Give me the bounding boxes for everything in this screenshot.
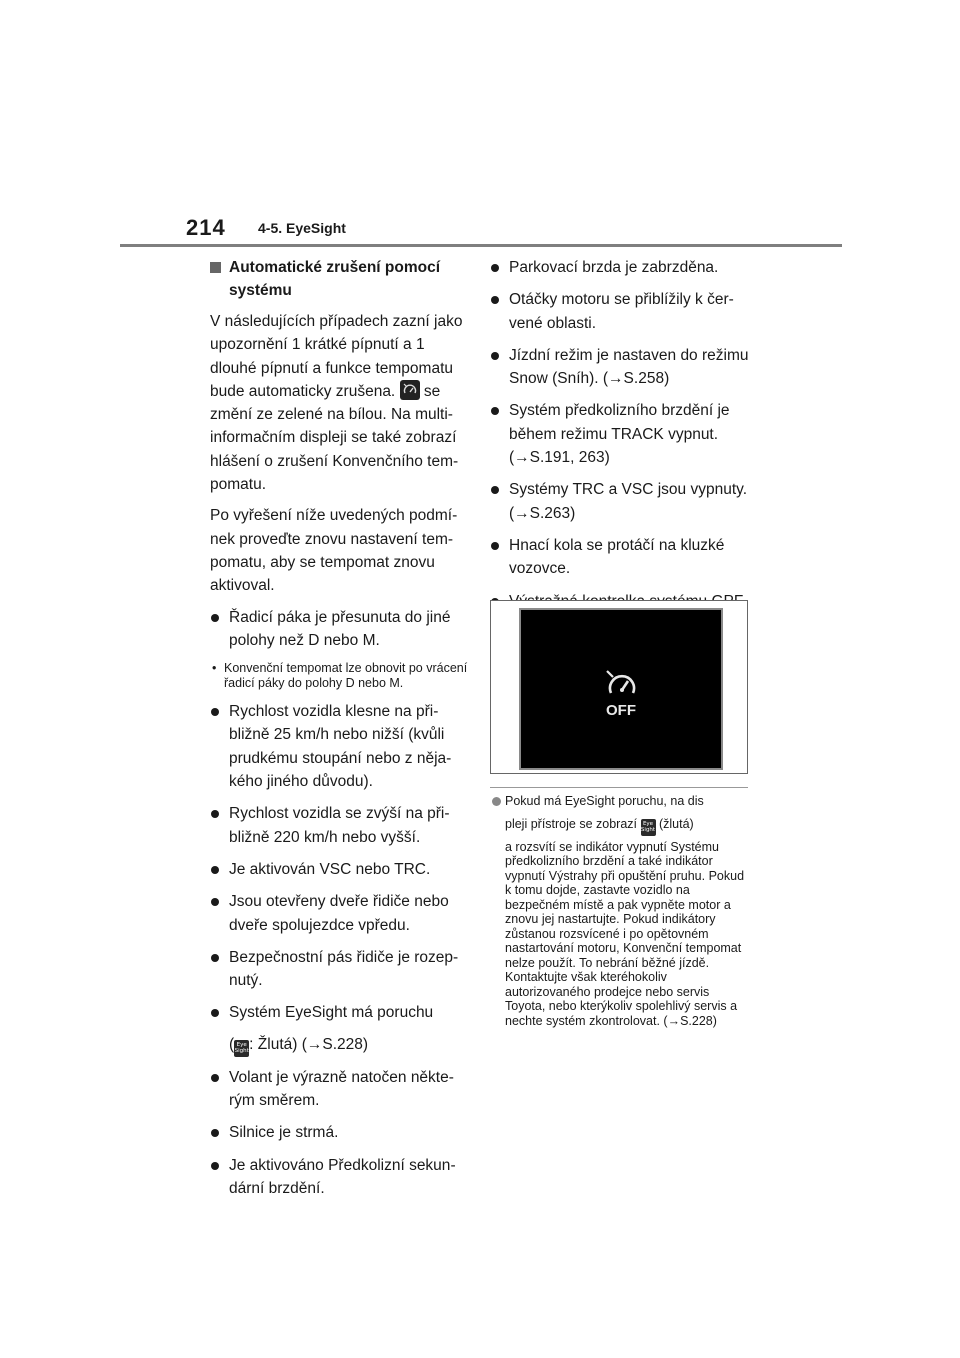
list-item <box>210 858 468 881</box>
info-body: a rozsvítí se indikátor vypnutí Systému předkolizního brzdění a také indikátor vypnutí Výstrahy při opuštění pruhu. Pokud k tomu dojde, zastavte vozidlo na bezpečném místě a pak vypněte motor a znovu jej nastartujte. Pokud indikátory zůstanou rozsvícené i po opětovném nastartování motoru, Konvenční tempomat nelze použít. To nebrání běžné jízdě. Kontaktujte však kteréhokoliv autorizovaného prodejce nebo servis Toyota, nebo kterýkoliv spolehlivý servis a nechte systém zkontrolovat. (→S.228) <box>505 839 745 1028</box>
display-off-label: OFF <box>606 702 636 719</box>
list-item <box>210 700 468 793</box>
info-note <box>492 794 752 1028</box>
list-item <box>210 1001 468 1056</box>
list-item-text: Systém EyeSight má poruchu <box>229 1004 434 1022</box>
list-item-text: Jsou otevřeny dveře řidiče nebo dveře spolujezdce vpředu. <box>229 893 449 934</box>
list-item <box>210 802 468 849</box>
subsection-heading <box>210 256 468 302</box>
info-text-2b: (žlutá) <box>658 816 694 831</box>
list-item-text: Jízdní režim je nastaven do režimu Snow (Sníh). (→S.258) <box>509 346 749 388</box>
list-item <box>210 1066 468 1113</box>
bullet-icon <box>211 1129 219 1137</box>
bullet-icon <box>211 954 219 962</box>
paren-text: ( <box>229 1035 235 1053</box>
list-item <box>490 478 752 525</box>
list-item <box>490 399 752 469</box>
left-column <box>210 256 468 1209</box>
intro-paragraph <box>210 310 468 496</box>
bullet-icon <box>491 407 499 415</box>
bullet-icon <box>491 542 499 550</box>
bullet-icon <box>211 866 219 874</box>
list-item-text: Bezpečnostní pás řidiče je rozepnutý. <box>229 948 459 990</box>
heading-text: Automatické zrušení pomocí systému <box>229 259 441 299</box>
eyesight-icon <box>234 1040 249 1057</box>
list-item-text: Parkovací brzda je zabrzděna. <box>509 259 719 276</box>
list-item-text: Systémy TRC a VSC jsou vypnuty. (→S.263) <box>509 481 748 522</box>
info-bullet-icon <box>492 797 501 806</box>
bullet-icon <box>211 1009 219 1017</box>
list-item-text: Otáčky motoru se přiblížily k červené oblasti. <box>509 291 734 332</box>
list-item-text: Hnací kola se protáčí na kluzké vozovce. <box>509 536 725 578</box>
bullet-icon <box>211 810 219 818</box>
info-lead <box>492 794 752 809</box>
list-item <box>210 946 468 993</box>
eyesight-icon-label-top: Eye <box>642 820 654 827</box>
display-illustration <box>490 600 748 774</box>
section-title: 4-5. EyeSight <box>258 220 346 236</box>
list-item <box>210 890 468 937</box>
info-text-1: Pokud má EyeSight poruchu, na dis <box>505 794 704 808</box>
condition-list-right <box>490 256 752 636</box>
list-item <box>490 288 752 335</box>
list-item <box>210 1121 468 1144</box>
list-item-text: Je aktivován VSC nebo TRC. <box>229 860 431 878</box>
page-number: 214 <box>186 215 226 240</box>
bullet-icon <box>211 1074 219 1082</box>
list-item-text: Silnice je strmá. <box>229 1124 339 1142</box>
cruise-control-off-icon <box>604 669 640 699</box>
list-item-text: Systém předkolizního brzdění je během režimu TRACK vypnut. (→S.191, 263) <box>509 402 730 467</box>
condition-list-left <box>210 606 468 1201</box>
list-item <box>490 344 752 391</box>
list-item-text: Je aktivováno Předkolizní sekundární brzdění. <box>229 1156 456 1197</box>
eyesight-fault-line <box>229 1033 368 1057</box>
eyesight-icon-label-bottom: Sight <box>640 826 656 833</box>
heading-square-icon <box>210 262 221 273</box>
intro-text-1: V následujících případech zazní jako upozornění 1 krátké pípnutí a 1 dlouhé pípnutí a funkce tempomatu bude automaticky zrušena. <box>210 313 463 400</box>
right-column <box>490 256 752 645</box>
eyesight-icon <box>641 819 656 836</box>
list-item <box>490 534 752 581</box>
eyesight-fault-text: : Žlutá) (→S.228) <box>249 1035 369 1053</box>
list-item <box>210 606 468 653</box>
bullet-icon <box>491 352 499 360</box>
eyesight-icon-label-bottom: Sight <box>234 1047 249 1054</box>
list-item-text: Rychlost vozidla klesne na přibližně 25 km/h nebo nižší (kvůli prudkému stoupání nebo z nějakého jiného důvodu). <box>229 703 452 791</box>
info-line-2 <box>492 817 752 836</box>
bullet-icon <box>211 898 219 906</box>
note-bullet-icon: • <box>212 661 217 676</box>
bullet-icon <box>491 486 499 494</box>
bullet-icon <box>211 1162 219 1170</box>
bullet-icon <box>491 264 499 272</box>
list-item-text: Rychlost vozidla se zvýší na přibližně 220 km/h nebo vyšší. <box>229 805 450 846</box>
info-text-2a: pleji přístroje se zobrazí <box>505 816 638 831</box>
cruise-control-icon <box>400 380 420 400</box>
illustration-rule <box>490 787 748 788</box>
list-item-text: Řadicí páka je přesunuta do jiné polohy než D nebo M. <box>229 608 451 649</box>
list-item <box>210 1154 468 1201</box>
note-text: Konvenční tempomat lze obnovit po vrácení řadicí páky do polohy D nebo M. <box>224 661 468 690</box>
header-rule <box>120 244 842 247</box>
bullet-icon <box>211 614 219 622</box>
list-item <box>490 256 752 279</box>
intro-text-2: se změní ze zelené na bílou. Na multiinformačním displeji se také zobrazí hlášení o zrušení Konvenčního tempomatu. <box>210 382 459 494</box>
resume-paragraph: Po vyřešení níže uvedených podmínek proveďte znovu nastavení tempomatu, aby se tempomat znovu aktivoval. <box>210 507 458 595</box>
multi-information-display <box>519 608 723 770</box>
note-item <box>210 661 468 690</box>
list-item-text: Volant je výrazně natočen některým směrem. <box>229 1068 454 1110</box>
eyesight-icon-label-top: Eye <box>236 1041 247 1048</box>
bullet-icon <box>491 296 499 304</box>
bullet-icon <box>211 708 219 716</box>
